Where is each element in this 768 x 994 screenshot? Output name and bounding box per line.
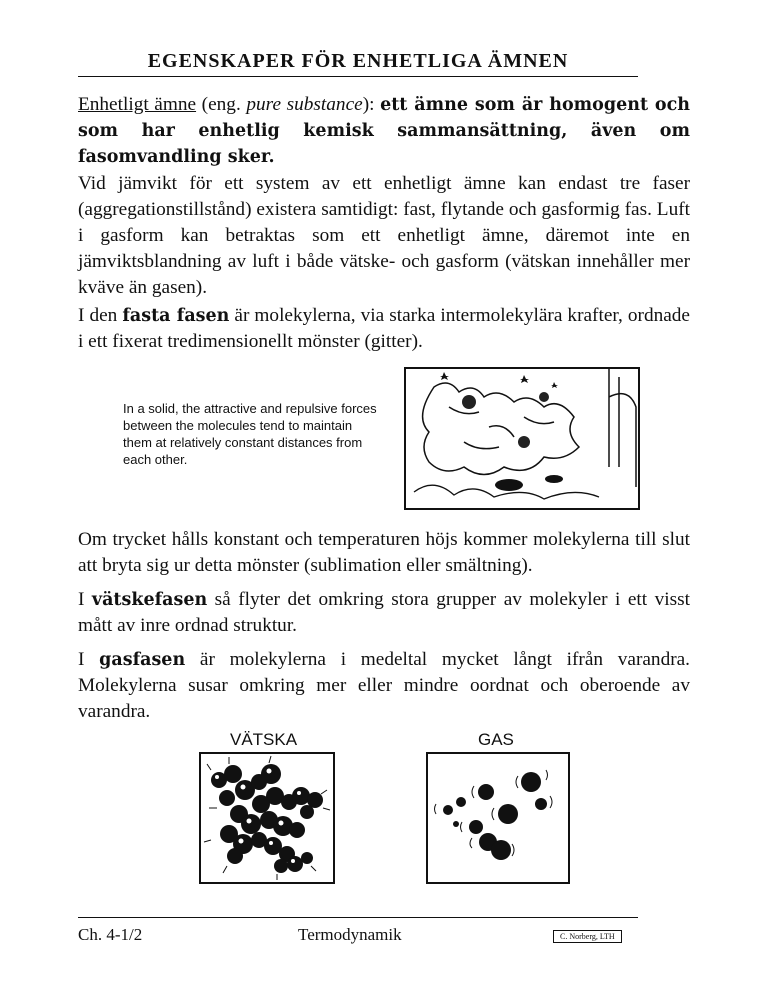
definition-paragraph [78,92,690,170]
paragraph-solid-pre: I den [78,305,123,326]
definition-bold: ett ämne som är homogent och som har enhetlig kemisk sammansättning, även om fasomvandling sker. [78,95,690,167]
header-rule [78,76,638,77]
gas-molecules-diagram [426,752,570,884]
footer-chapter: Ch. 4-1/2 [78,925,143,944]
gas-label: GAS [478,730,514,749]
paragraph-gas [78,647,690,725]
definition-english: pure substance [246,94,363,115]
liquid-molecules-diagram [199,752,335,884]
paragraph-liquid-pre: I [78,589,92,610]
definition-term: Enhetligt ämne [78,94,197,115]
paragraph-solid [78,303,690,355]
solid-figure-caption: In a solid, the attractive and repulsive forces between the molecules tend to maintain them at relatively constant distances from each other. [123,401,377,467]
paragraph-solid-post: är molekylerna, via starka intermolekylära krafter, ordnade i ett fixerat tredimensionellt mönster (gitter). [78,305,690,352]
paragraph-liquid [78,587,690,639]
paragraph-phases: Vid jämvikt för ett system av ett enhetligt ämne kan endast tre faser (aggregationstillstånd) existera samtidigt: fast, flytande och gasformig fas. Luft i gasform kan betraktas som ett enhetligt ämne, däremot inte en jämviktsblandning av luft i både vätske- och gasform (vätskan innehåller mer kväve än gasen). [78,173,690,298]
liquid-label: VÄTSKA [230,730,298,749]
definition-paren-open: (eng. [196,94,247,115]
paragraph-gas-post: är molekylerna i medeltal mycket långt ifrån varandra. Molekylerna susar omkring mer eller mindre oordnat och oberoende av varandra. [78,649,691,722]
footer-subject: Termodynamik [298,925,402,944]
paragraph-melting: Om trycket hålls konstant och temperaturen höjs kommer molekylerna till slut att bryta sig ur detta mönster (sublimation eller smältning). [78,529,690,576]
paragraph-solid-bold: fasta fasen [122,306,230,326]
paragraph-gas-bold: gasfasen [99,650,186,670]
paragraph-gas-pre: I [78,649,100,670]
definition-paren-close: ): [362,94,381,115]
page-title: EGENSKAPER FÖR ENHETLIGA ÄMNEN [147,50,569,72]
footer-rule [78,917,638,918]
paragraph-liquid-post: så flyter det omkring stora grupper av molekyler i ett visst mått av inre ordnad struktur. [78,589,690,636]
footer-author-box: C. Norberg, LTH [553,930,622,943]
solid-cartoon-illustration [404,367,640,510]
paragraph-liquid-bold: vätskefasen [91,590,208,610]
